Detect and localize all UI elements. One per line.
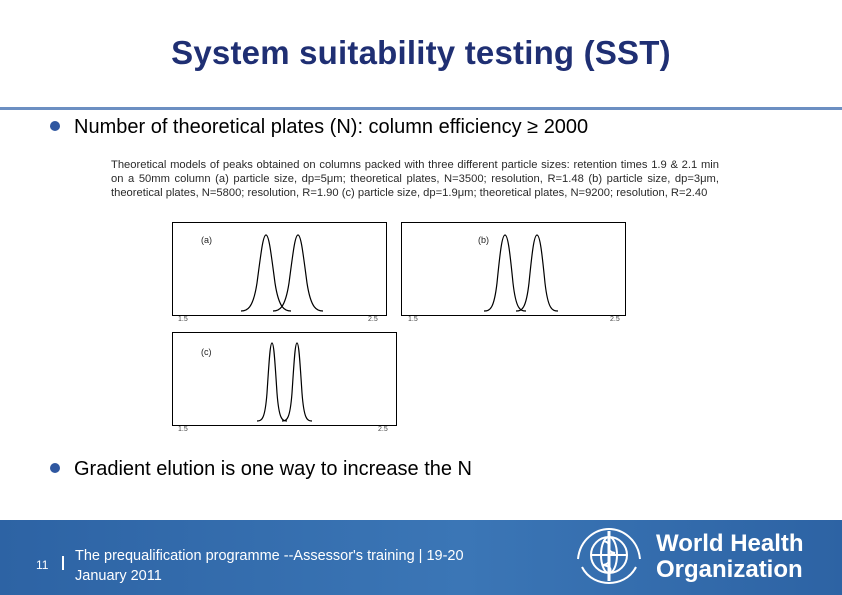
x-tick-max-a: 2.5 (368, 316, 378, 323)
x-tick-min-c: 1.5 (178, 426, 188, 433)
x-tick-min-b: 1.5 (408, 316, 418, 323)
title-divider (0, 107, 842, 110)
peak-b2 (516, 235, 558, 311)
who-wordmark-line2: Organization (656, 556, 803, 583)
who-wordmark-line1: World Health (656, 530, 804, 557)
peak-b1 (484, 235, 526, 311)
peak-c1 (257, 343, 287, 421)
bullet-dot-icon (50, 463, 60, 473)
who-emblem-icon (570, 525, 648, 587)
bullet-item-gradient (50, 458, 830, 481)
chromatogram-b-peaks (402, 223, 625, 315)
figure-caption: Theoretical models of peaks obtained on columns packed with three different particle sizes: retention times 1.9 & 2.1 min on a 50mm column (a) particle size, dp=5μm; theoretical plates, N=3500; resolution, R=1.48 (b) particle size, dp=3μm, theoretical plates, N=5800; resolution, R=1.90 (c) particle size, dp=1.9μm; theoretical plates, N=9200; resolution, R=2.40 (111, 159, 719, 200)
bullet-item-plates (50, 116, 830, 139)
page-number: 11 (36, 558, 49, 572)
peak-c2 (282, 343, 312, 421)
chromatogram-panel-a (172, 222, 387, 316)
footer-separator (62, 556, 64, 570)
bullet-dot-icon (50, 121, 60, 131)
panel-label-c: (c) (201, 347, 212, 357)
panel-label-b: (b) (478, 235, 489, 245)
peak-a1 (241, 235, 291, 311)
panel-label-a: (a) (201, 235, 212, 245)
bullet-text: Number of theoretical plates (N): column efficiency ≥ 2000 (74, 116, 589, 138)
slide-title: System suitability testing (SST) (171, 34, 671, 71)
footer-text (75, 546, 555, 586)
x-tick-max-b: 2.5 (610, 316, 620, 323)
chromatogram-panel-b (401, 222, 626, 316)
peak-a2 (273, 235, 323, 311)
x-tick-min-a: 1.5 (178, 316, 188, 323)
who-wordmark (656, 531, 804, 583)
bullet-text: Gradient elution is one way to increase the N (74, 458, 472, 480)
footer-text-line1: The prequalification programme --Assessor's training | 19-20 (75, 548, 464, 564)
chromatogram-panel-c (172, 332, 397, 426)
footer-text-line2: January 2011 (75, 568, 162, 584)
x-tick-max-c: 2.5 (378, 426, 388, 433)
